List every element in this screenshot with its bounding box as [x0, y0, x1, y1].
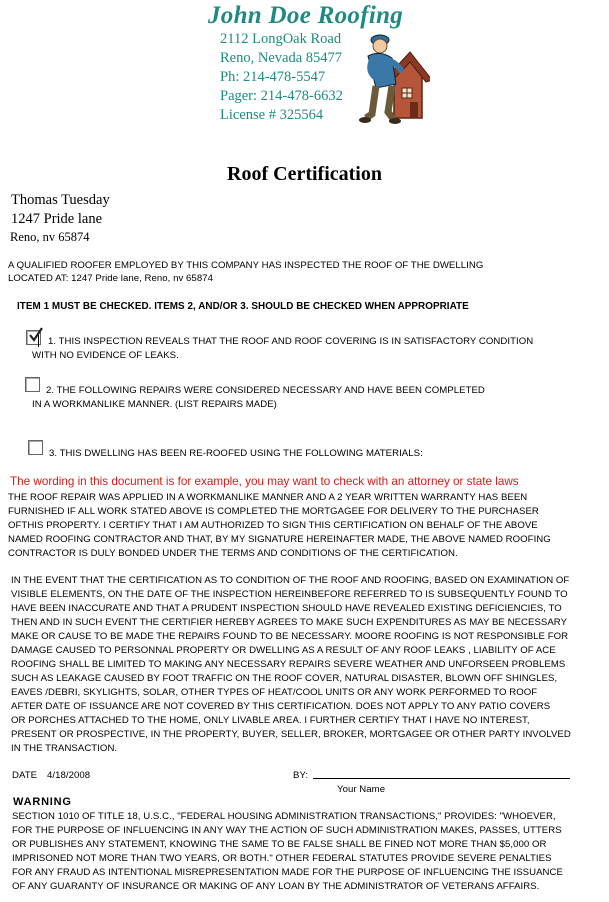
warning-line-4: IMPRISONED NOT MORE THAN TWO YEARS, OR BOTH." OTHER FEDERAL STATUTES PROVIDE SEVERE PENALTIES	[12, 853, 552, 864]
para2-line-12: PRESENT OR PROSPECTIVE, IN THE PROPERTY, BUYER, SELLER, BROKER, MORTGAGEE OR OTHER PARTY INVOLVED	[11, 729, 571, 740]
para1-line-4: NAMED ROOFING CONTRACTOR AND THAT, BY MY SIGNATURE HEREINAFTER MADE, THE ABOVE NAMED ROOFING	[8, 534, 551, 545]
para2-line-7: ROOFING SHALL BE LIMITED TO MAKING ANY NECESSARY REPAIRS SEVERE WEATHER AND UNFORSEEN PROBLEMS	[11, 659, 566, 670]
warning-line-2: FOR THE PURPOSE OF INFLUENCING IN ANY WAY THE ACTION OF SUCH ADMINISTRATION MAKES, PASSES, UTTERS	[12, 825, 562, 836]
para1-line-5: CONTRACTOR IS DULY BONDED UNDER THE TERMS AND CONDITIONS OF THE CERTIFICATION.	[8, 548, 458, 559]
para2-line-13: IN THE TRANSACTION.	[11, 743, 118, 754]
address-city: Reno, Nevada 85477	[220, 50, 343, 66]
para1-line-2: FURNISHED IF ALL WORK STATED ABOVE IS COMPLETED THE MORTGAGEE FOR DELIVERY TO THE PURCHASER	[8, 506, 539, 517]
roofer-carrying-house-icon	[358, 28, 430, 126]
signature-line[interactable]	[313, 778, 570, 779]
item-2-checkbox[interactable]	[25, 377, 40, 392]
para2-line-8: SUCH AS LEAKAGE CAUSED BY FOOT TRAFFIC ON THE ROOF COVER, NATURAL DISASTER, BLOWN OFF SHINGLES,	[11, 673, 558, 684]
para2-line-3: HAVE BEEN INACCURATE AND THAT A PRUDENT INSPECTION SHOULD HAVE REVEALED EXISTING DEFICIENCIES, TO	[11, 603, 562, 614]
para2-line-6: DAMAGE CAUSED TO PERSONNAL PROPERTY OR DWELLING AS A RESULT OF ANY ROOF LEAKS , LIABILITY OF ACE	[11, 645, 556, 656]
checkmark-icon	[28, 327, 44, 343]
date-value: 4/18/2008	[47, 770, 91, 781]
address-license: License # 325564	[220, 107, 324, 123]
intro-line-2: LOCATED AT: 1247 Pride lane, Reno, nv 65874	[8, 273, 213, 284]
warning-line-6: OF ANY GUARANTY OF INSURANCE OR MAKING OF ANY LOAN BY THE ADMINISTRATOR OF VETERANS AFFAIRS.	[12, 881, 540, 892]
para2-line-9: EAVES /DEBRI, SKYLIGHTS, SOLAR, OTHER TYPES OF HEAT/COOL UNITS OR ANY WORK PERFORMED TO ROOF	[11, 687, 538, 698]
para1-line-1: THE ROOF REPAIR WAS APPLIED IN A WORKMANLIKE MANNER AND A 2 YEAR WRITTEN WARRANTY HAS BEEN	[8, 492, 528, 503]
company-name: John Doe Roofing	[208, 2, 404, 29]
item-1-line-1: 1. THIS INSPECTION REVEALS THAT THE ROOF AND ROOF COVERING IS IN SATISFACTORY CONDITION	[48, 336, 534, 347]
date-label: DATE	[12, 770, 38, 781]
item-2-line-1: 2. THE FOLLOWING REPAIRS WERE CONSIDERED NECESSARY AND HAVE BEEN COMPLETED	[46, 385, 485, 396]
intro-line-1: A QUALIFIED ROOFER EMPLOYED BY THIS COMPANY HAS INSPECTED THE ROOF OF THE DWELLING	[8, 260, 484, 271]
warning-title: WARNING	[13, 796, 72, 808]
document-title: Roof Certification	[227, 163, 382, 185]
disclaimer: The wording in this document is for example, you may want to check with an attorney or state laws	[10, 475, 519, 488]
customer-street: 1247 Pride lane	[11, 211, 103, 227]
address-street: 2112 LongOak Road	[220, 31, 342, 47]
para2-line-11: OR PORCHES ATTACHED TO THE HOME, ONLY LIVABLE AREA. I FURTHER CERTIFY THAT I HAVE NO INTEREST,	[11, 715, 530, 726]
customer-name: Thomas Tuesday	[11, 192, 110, 208]
address-pager: Pager: 214-478-6632	[220, 88, 343, 104]
item-2-line-2: IN A WORKMANLIKE MANNER. (LIST REPAIRS MADE)	[32, 399, 277, 410]
your-name-label: Your Name	[337, 784, 386, 795]
para2-line-2: VISIBLE ELEMENTS, ON THE DATE OF THE INSPECTION HEREINBEFORE REFERRED TO IS SUBSEQUENTLY FOUND TO	[11, 589, 568, 600]
para2-line-10: AFTER DATE OF ISSUANCE ARE NOT COVERED BY THIS CERTIFICATION. DOES NOT APPLY TO ANY PATIO COVERS	[11, 701, 551, 712]
item-3-checkbox[interactable]	[28, 440, 43, 455]
warning-line-1: SECTION 1010 OF TITLE 18, U.S.C., "FEDERAL HOUSING ADMINISTRATION TRANSACTIONS," PROVIDES: "WHOEVER,	[12, 811, 556, 822]
instructions: ITEM 1 MUST BE CHECKED. ITEMS 2, AND/OR 3. SHOULD BE CHECKED WHEN APPROPRIATE	[17, 301, 469, 312]
para2-line-1: IN THE EVENT THAT THE CERTIFICATION AS TO CONDITION OF THE ROOF AND ROOFING, BASED ON EXAMINATION OF	[11, 575, 570, 586]
address-phone: Ph: 214-478-5547	[220, 69, 326, 85]
by-label: BY:	[293, 770, 309, 781]
para2-line-5: MAKE OR CAUSE TO BE MADE THE REPAIRS FOUND TO BE NECESSARY. MOORE ROOFING IS NOT RESPONSIBLE FOR	[11, 631, 569, 642]
warning-line-3: OR PUBLISHES ANY STATEMENT, KNOWING THE SAME TO BE FALSE SHALL BE FINED NOT MORE THAN $5,000 OR	[12, 839, 547, 850]
customer-city: Reno, nv 65874	[10, 230, 90, 244]
item-3-line-1: 3. THIS DWELLING HAS BEEN RE-ROOFED USING THE FOLLOWING MATERIALS:	[49, 448, 423, 459]
para2-line-4: THEN AND IN SUCH EVENT THE CERTIFIER HEREBY AGREES TO MAKE SUCH EXPENDITURES AS MAY BE NECESSARY	[11, 617, 568, 628]
item-1-line-2: WITH NO EVIDENCE OF LEAKS.	[32, 350, 179, 361]
warning-line-5: FOR ANY FRAUD AS INTENTIONAL MISREPRESENTATION MADE FOR THE PURPOSE OF INFLUENCING THE ISSUANCE	[12, 867, 563, 878]
para1-line-3: OFTHIS PROPERTY. I CERTIFY THAT I AM AUTHORIZED TO SIGN THIS CERTIFICATION ON BEHALF OF THE ABOVE	[8, 520, 538, 531]
